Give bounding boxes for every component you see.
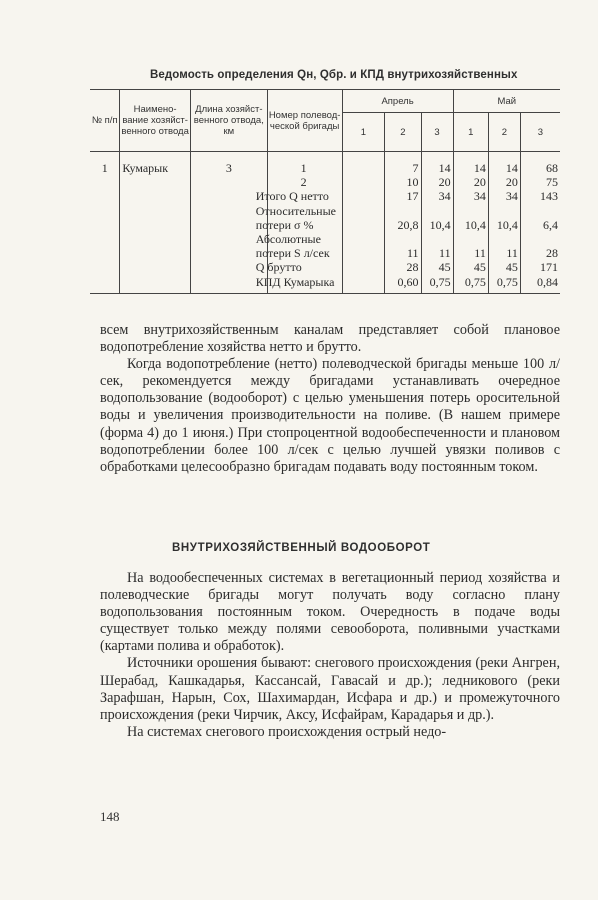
header-april: Апрель <box>342 90 453 113</box>
cell-name: Кумарык <box>120 152 190 176</box>
header-may-day: 2 <box>488 113 520 152</box>
cell-value: 171 <box>520 260 560 274</box>
cell-name <box>120 246 190 260</box>
cell-value: 45 <box>453 260 488 274</box>
row-label-text: Относительные <box>255 203 336 218</box>
cell-num <box>90 260 120 274</box>
cell-value: 28 <box>385 260 421 274</box>
table-row <box>90 218 560 232</box>
row-label-text: потери S л/сек <box>255 246 330 261</box>
header-name: Наимено-вание хозяйст-венного отвода <box>120 90 190 152</box>
cell-value <box>453 204 488 218</box>
header-may-day: 1 <box>453 113 488 152</box>
header-april-day: 1 <box>342 113 385 152</box>
cell-value: 20 <box>453 175 488 189</box>
table-title: Ведомость определения Qн, Qбр. и КПД внутрихозяйственных <box>150 69 518 81</box>
cell-value <box>385 204 421 218</box>
cell-value <box>342 175 385 189</box>
cell-value <box>385 232 421 246</box>
cell-label <box>255 274 342 294</box>
table-row <box>90 189 560 203</box>
cell-value: 11 <box>488 246 520 260</box>
cell-label <box>255 246 342 261</box>
cell-value: 10,4 <box>421 218 453 232</box>
water-balance-table <box>90 89 560 294</box>
cell-value: 34 <box>421 189 453 203</box>
cell-value: 11 <box>453 246 488 260</box>
cell-value: 20 <box>488 175 520 189</box>
cell-name <box>120 204 190 218</box>
cell-value: 0,75 <box>453 275 488 294</box>
cell-label <box>255 217 342 232</box>
header-april-day: 3 <box>421 113 453 152</box>
cell-value: 45 <box>488 260 520 274</box>
cell-value <box>488 204 520 218</box>
cell-num <box>90 275 120 294</box>
cell-value: 20 <box>421 175 453 189</box>
cell-value: 14 <box>421 152 453 176</box>
cell-num: 1 <box>90 152 120 176</box>
cell-length: 3 <box>190 152 267 176</box>
table-row <box>90 204 560 218</box>
cell-num <box>90 204 120 218</box>
cell-value: 45 <box>421 260 453 274</box>
table-row <box>90 232 560 246</box>
cell-num <box>90 232 120 246</box>
row-label-text: Итого Q нетто <box>255 189 329 204</box>
row-label-text: Q брутто <box>255 260 302 275</box>
cell-value <box>342 260 385 274</box>
table-body <box>90 152 560 294</box>
header-brigade: Номер полевод-ческой бригады <box>267 90 342 152</box>
paragraph: всем внутрихозяйственным каналам представляет собой плановое водопотребление хозяйства нетто и брутто. <box>100 322 560 356</box>
paragraph: Источники орошения бывают: снегового происхождения (реки Ангрен, Шерабад, Кашкадарья, Кассансай, Гавасай и др.); ледникового (реки Зарафшан, Нарын, Сох, Шахимардан, Исфара и др.) и промежуточного происхождения (реки Чирчик, Аксу, Исфайрам, Карадарья и др.). <box>100 655 560 723</box>
cell-value: 11 <box>421 246 453 260</box>
row-label-text: КПД Кумарыка <box>255 274 335 289</box>
cell-name <box>120 275 190 294</box>
cell-value: 6,4 <box>520 218 560 232</box>
cell-value: 34 <box>488 189 520 203</box>
cell-label <box>255 232 342 247</box>
header-may: Май <box>453 90 560 113</box>
paragraph: На водообеспеченных системах в вегетационный период хозяйства и полеводческие бригады могут получать воду согласно плану водопользования постоянным током. Очередность в подаче воды существует только между полями севооборота, поливными участками (картами полива и обработок). <box>100 570 560 655</box>
table-row <box>90 260 560 274</box>
cell-value: 0,60 <box>385 275 421 294</box>
cell-label: 2 <box>267 175 342 189</box>
cell-value <box>342 218 385 232</box>
cell-length <box>190 175 267 189</box>
cell-num <box>90 246 120 260</box>
text-block-bottom <box>100 570 560 741</box>
header-may-day: 3 <box>520 113 560 152</box>
table-row <box>90 246 560 260</box>
cell-value: 10,4 <box>488 218 520 232</box>
cell-value: 75 <box>520 175 560 189</box>
page-number: 148 <box>100 809 120 824</box>
cell-value: 11 <box>385 246 421 260</box>
table-row <box>90 152 560 176</box>
cell-name <box>120 218 190 232</box>
header-april-day: 2 <box>385 113 421 152</box>
cell-value: 14 <box>453 152 488 176</box>
cell-value <box>421 204 453 218</box>
cell-label: 1 <box>267 152 342 176</box>
cell-value <box>453 232 488 246</box>
header-num: № п/п <box>90 90 120 152</box>
cell-value: 68 <box>520 152 560 176</box>
cell-num <box>90 175 120 189</box>
cell-value: 0,75 <box>488 275 520 294</box>
cell-name <box>120 189 190 203</box>
row-label-text: Абсолютные <box>255 232 321 247</box>
text-block-top <box>100 322 560 476</box>
section-heading: ВНУТРИХОЗЯЙСТВЕННЫЙ ВОДООБОРОТ <box>172 542 431 554</box>
cell-name <box>120 175 190 189</box>
cell-value: 0,84 <box>520 275 560 294</box>
cell-label <box>255 203 342 218</box>
cell-value: 7 <box>385 152 421 176</box>
cell-value: 17 <box>385 189 421 203</box>
cell-value: 10 <box>385 175 421 189</box>
cell-value: 14 <box>488 152 520 176</box>
header-length: Длина хозяйст-венного отвода, км <box>190 90 267 152</box>
cell-value <box>520 232 560 246</box>
cell-value: 28 <box>520 246 560 260</box>
table-row <box>90 175 560 189</box>
cell-value <box>342 152 385 176</box>
table-row <box>90 275 560 294</box>
cell-value: 0,75 <box>421 275 453 294</box>
row-label-text: потери σ % <box>255 217 314 232</box>
cell-value <box>520 204 560 218</box>
paragraph: На системах снегового происхождения острый недо- <box>127 723 447 740</box>
cell-num <box>90 189 120 203</box>
cell-value: 10,4 <box>453 218 488 232</box>
cell-name <box>120 232 190 246</box>
cell-label <box>255 189 342 204</box>
cell-value: 143 <box>520 189 560 203</box>
cell-value <box>488 232 520 246</box>
cell-value: 20,8 <box>385 218 421 232</box>
cell-name <box>120 260 190 274</box>
cell-value <box>421 232 453 246</box>
cell-label <box>255 260 342 275</box>
cell-value: 34 <box>453 189 488 203</box>
cell-num <box>90 218 120 232</box>
paragraph: Когда водопотребление (нетто) полеводческой бригады меньше 100 л/сек, рекомендуется между бригадами устанавливать очередное водопользование (водооборот) с целью уменьшения потерь оросительной воды и увеличения производительности на поливе. (В нашем примере (форма 4) до 1 июня.) При стопроцентной водообеспеченности и плановом водопотреблении более 100 л/сек с целью лучшей увязки поливов с обработками целесообразно бригадам подавать воду постоянным током. <box>100 356 560 475</box>
